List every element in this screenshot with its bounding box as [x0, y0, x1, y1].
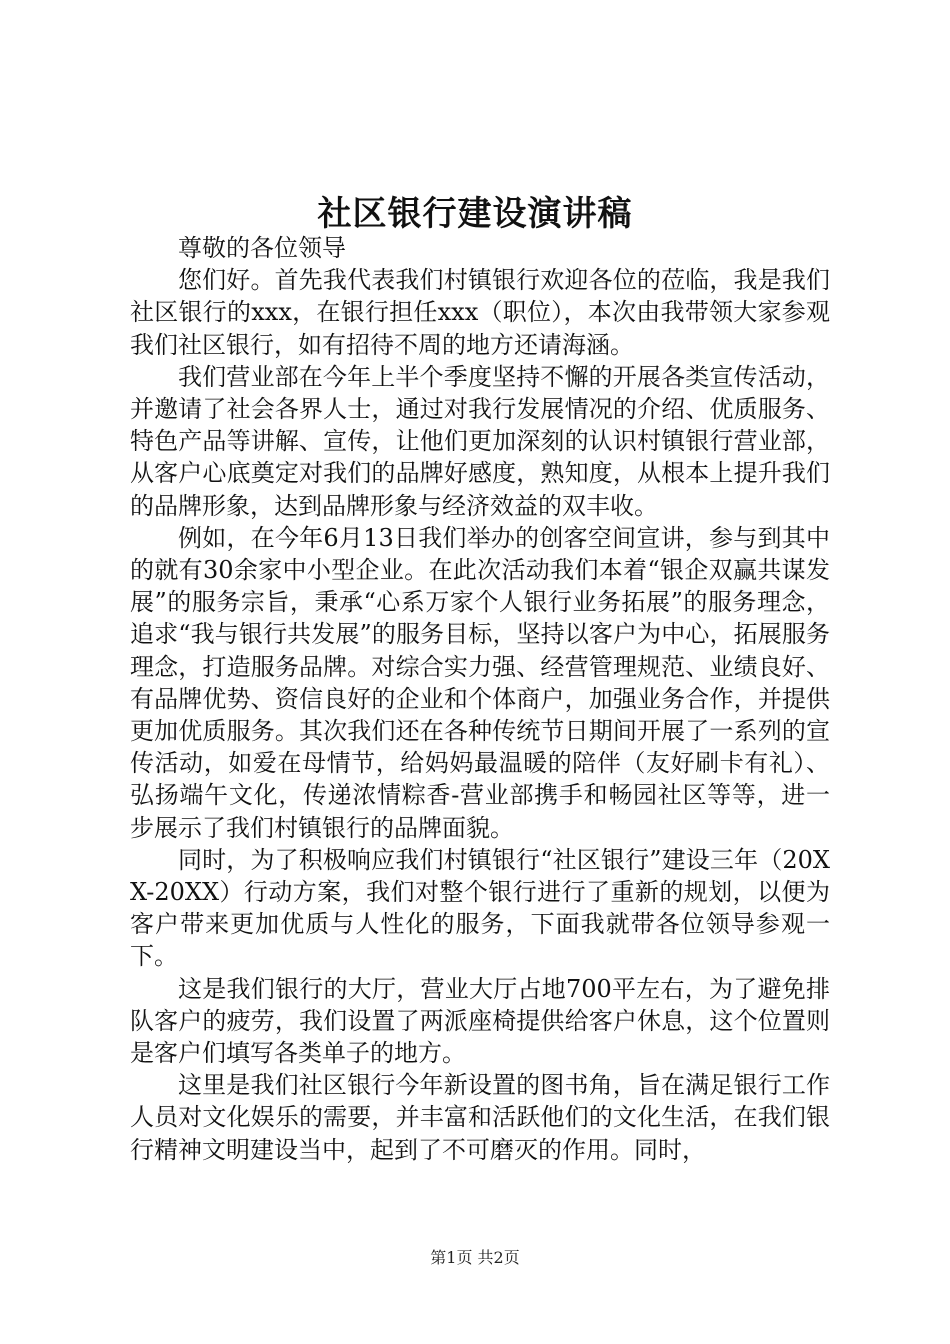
paragraph-promotion: 我们营业部在今年上半个季度坚持不懈的开展各类宣传活动，并邀请了社会各界人士，通过对我行发展情况的介绍、优质服务、特色产品等讲解、宣传，让他们更加深刻的认识村镇银行营业部，从客户心底奠定对我们的品牌好感度，熟知度，从根本上提升我们的品牌形象，达到品牌形象与经济效益的双丰收。	[130, 362, 830, 520]
paragraph-greeting: 您们好。首先我代表我们村镇银行欢迎各位的莅临，我是我们社区银行的xxx，在银行担任xxx（职位），本次由我带领大家参观我们社区银行，如有招待不周的地方还请海涵。	[130, 266, 830, 359]
paragraph-example: 例如，在今年6月13日我们举办的创客空间宣讲，参与到其中的就有30余家中小型企业。在此次活动我们本着“银企双赢共谋发展”的服务宗旨，秉承“心系万家个人银行业务拓展”的服务理念，追求“我与银行共发展”的服务目标，坚持以客户为中心，拓展服务理念，打造服务品牌。对综合实力强、经营管理规范、业绩良好、有品牌优势、资信良好的企业和个体商户，加强业务合作，并提供更加优质服务。其次我们还在各种传统节日期间开展了一系列的宣传活动，如爱在母情节，给妈妈最温暖的陪伴（友好刷卡有礼）、弘扬端午文化，传递浓情粽香-营业部携手和畅园社区等等，进一步展示了我们村镇银行的品牌面貌。	[130, 523, 830, 842]
document-body	[130, 232, 830, 1166]
paragraph-salutation: 尊敬的各位领导	[178, 234, 346, 262]
page-number: 第1页 共2页	[430, 1248, 520, 1267]
paragraph-library: 这里是我们社区银行今年新设置的图书角，旨在满足银行工作人员对文化娱乐的需要，并丰富和活跃他们的文化生活，在我们银行精神文明建设当中，起到了不可磨灭的作用。同时，	[130, 1071, 830, 1164]
document-title: 社区银行建设演讲稿	[317, 194, 633, 234]
paragraph-plan: 同时，为了积极响应我们村镇银行“社区银行”建设三年（20XX-20XX）行动方案，我们对整个银行进行了重新的规划，以便为客户带来更加优质与人性化的服务，下面我就带各位领导参观一下。	[130, 845, 830, 971]
paragraph-hall: 这是我们银行的大厅，营业大厅占地700平左右，为了避免排队客户的疲劳，我们设置了两派座椅提供给客户休息，这个位置则是客户们填写各类单子的地方。	[130, 974, 830, 1068]
